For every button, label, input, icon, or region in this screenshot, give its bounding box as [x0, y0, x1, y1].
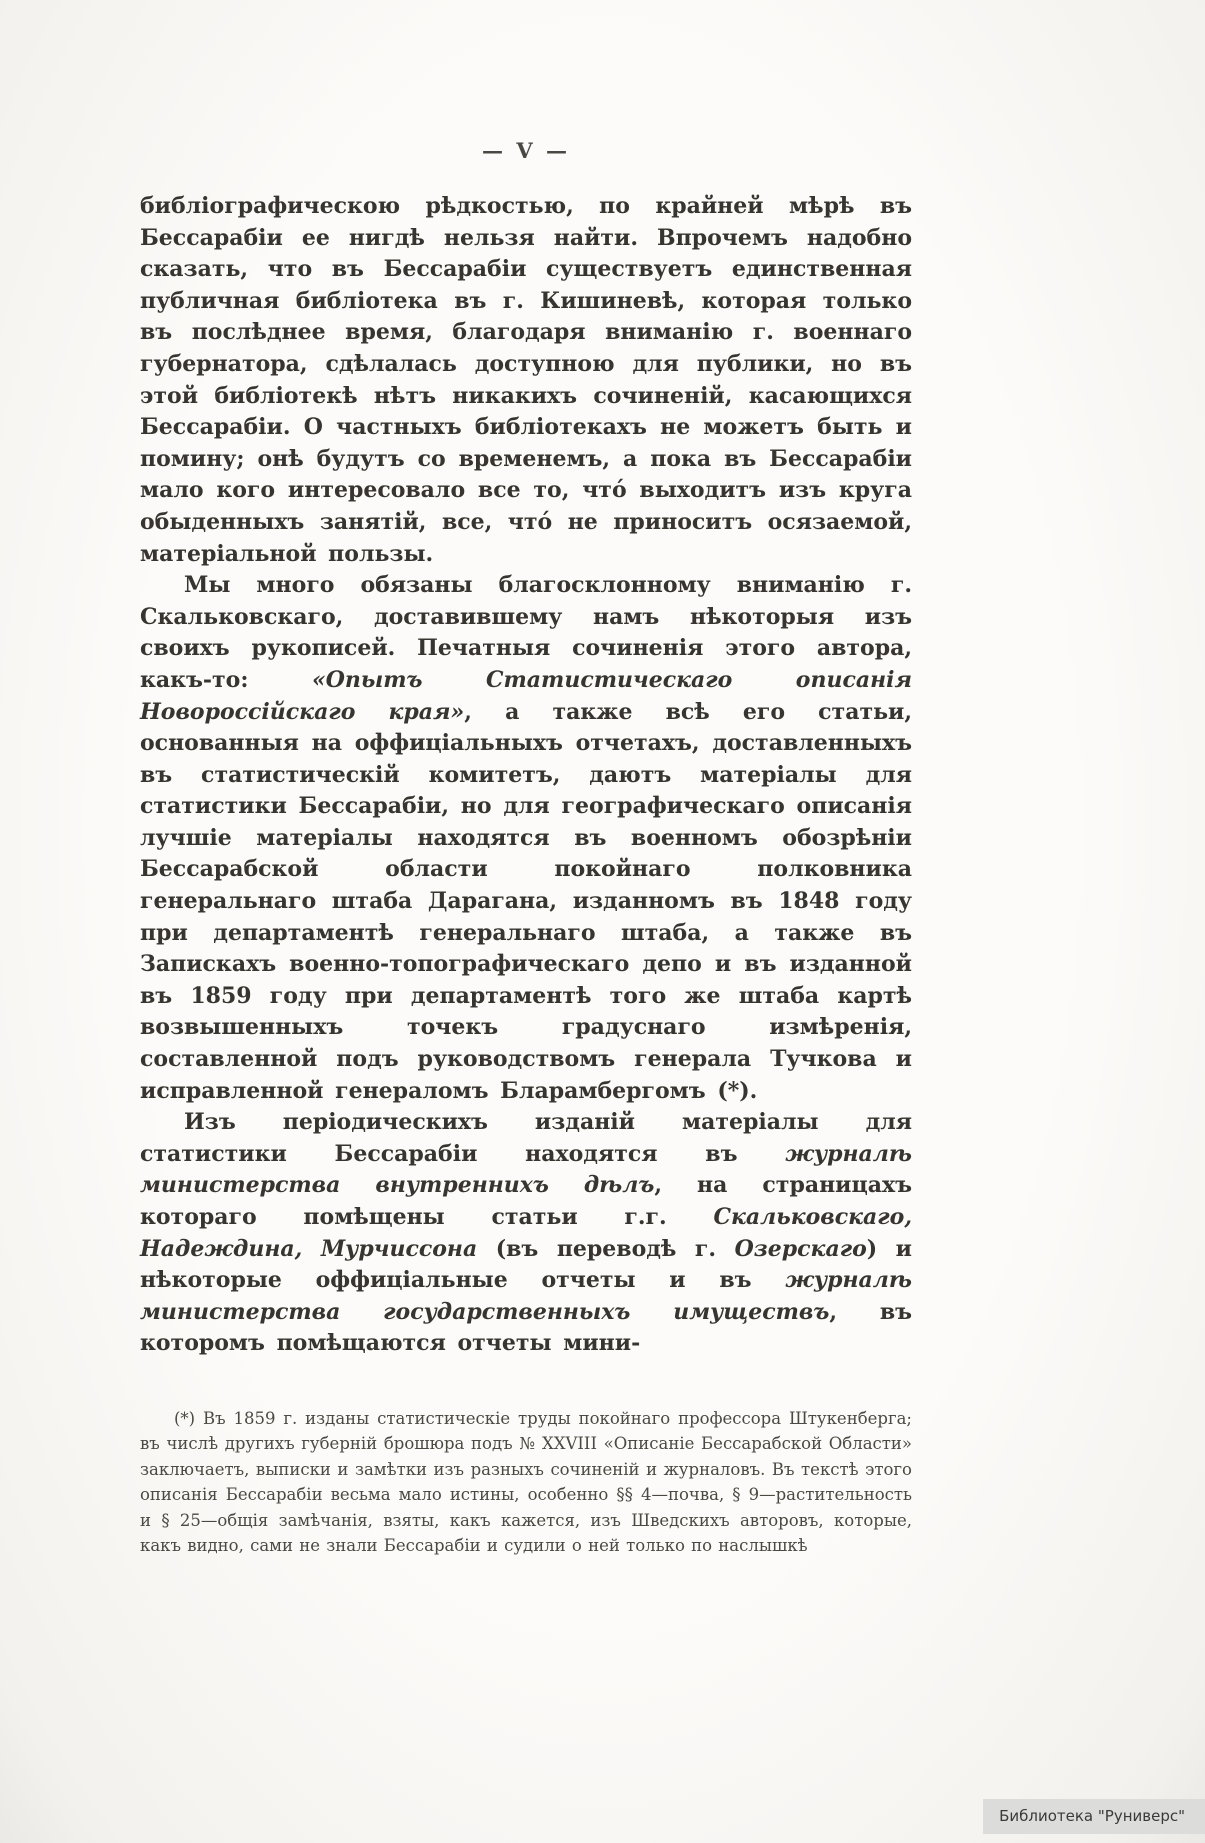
- text-segment: (въ переводѣ г.: [477, 1235, 735, 1262]
- italic-text-segment: журналѣ министерства государственныхъ имуществъ: [140, 1267, 912, 1325]
- text-segment: , въ которомъ помѣщаются отчеты мини-: [140, 1298, 913, 1357]
- text-segment: , а также всѣ его статьи, основанныя на оффиціальныхъ отчетахъ, доставленныхъ въ статистическій комитетъ, даютъ матеріалы для статистики Бессарабіи, но для географическаго описанія лучшіе матеріалы находятся въ военномъ обозрѣніи Бессарабской области покойнаго полковника генеральнаго штаба Дарагана, изданномъ въ 1848 году при департаментѣ генеральнаго штаба, а также въ Запискахъ военно-топографическаго депо и въ изданной въ 1859 году при департаментѣ того же штаба картѣ возвышенныхъ точекъ градуснаго измѣренія, составленной подъ руководствомъ генерала Тучкова и исправленной генераломъ Бларамбергомъ (*).: [140, 698, 912, 1104]
- italic-text-segment: Озерскаго: [734, 1235, 867, 1262]
- library-watermark: Библиотека "Руниверс": [983, 1799, 1205, 1834]
- italic-text-segment: Скальковскаго, Надеждина, Мурчиссона: [140, 1204, 912, 1262]
- paragraph: [140, 570, 912, 1107]
- text-segment: , на страницахъ котораго помѣщены статьи г.г.: [140, 1172, 912, 1230]
- paragraph: [140, 191, 912, 570]
- text-segment: Мы много обязаны благосклонному вниманію г. Скальковскаго, доставившему намъ нѣкоторыя изъ своихъ рукописей. Печатныя сочиненія этого автора, какъ-то:: [140, 572, 912, 693]
- italic-text-segment: «Опытъ Статистическаго описанія Новороссійскаго края»: [140, 666, 913, 725]
- paragraph: [140, 1107, 912, 1360]
- text-segment: библіографическою рѣдкостью, по крайней мѣрѣ въ Бессарабіи ее нигдѣ нельзя найти. Впрочемъ надобно сказать, что въ Бессарабіи существуетъ единственная публичная библіотека въ г. Кишиневѣ, которая только въ послѣднее время, благодаря вниманію г. военнаго губернатора, сдѣлалась доступною для публики, но въ этой библіотекѣ нѣтъ никакихъ сочиненій, касающихся Бессарабіи. О частныхъ библіотекахъ не можетъ быть и помину; онѣ будутъ со временемъ, а пока въ Бессарабіи мало кого интересовало все то, что́ выходитъ изъ круга обыденныхъ занятій, все, что́ не приноситъ осязаемой, матеріальной пользы.: [140, 193, 912, 567]
- text-segment: ) и нѣкоторые оффиціальные отчеты и въ: [140, 1235, 912, 1294]
- italic-text-segment: журналѣ министерства внутреннихъ дѣлъ: [140, 1140, 912, 1199]
- text-segment: (*) Въ 1859 г. изданы статистическіе труды покойнаго профессора Штукенберга; въ числѣ другихъ губерній брошюра подъ № XXVIII «Описаніе Бессарабской Области» заключаетъ, выписки и замѣтки изъ разныхъ сочиненій и журналовъ. Въ текстѣ этого описанія Бессарабіи весьма мало истины, особенно §§ 4—почва, § 9—растительность и § 25—общія замѣчанія, взяты, какъ кажется, изъ Шведскихъ авторовъ, которые, какъ видно, сами не знали Бессарабіи и судили о ней только по наслышкѣ: [140, 1408, 912, 1556]
- page-number: — V —: [482, 138, 570, 163]
- body-text: [140, 191, 912, 1360]
- text-block: [140, 138, 912, 1559]
- footnote-text: [140, 1406, 912, 1559]
- text-segment: Изъ періодическихъ изданій матеріалы для статистики Бессарабіи находятся въ: [140, 1109, 912, 1167]
